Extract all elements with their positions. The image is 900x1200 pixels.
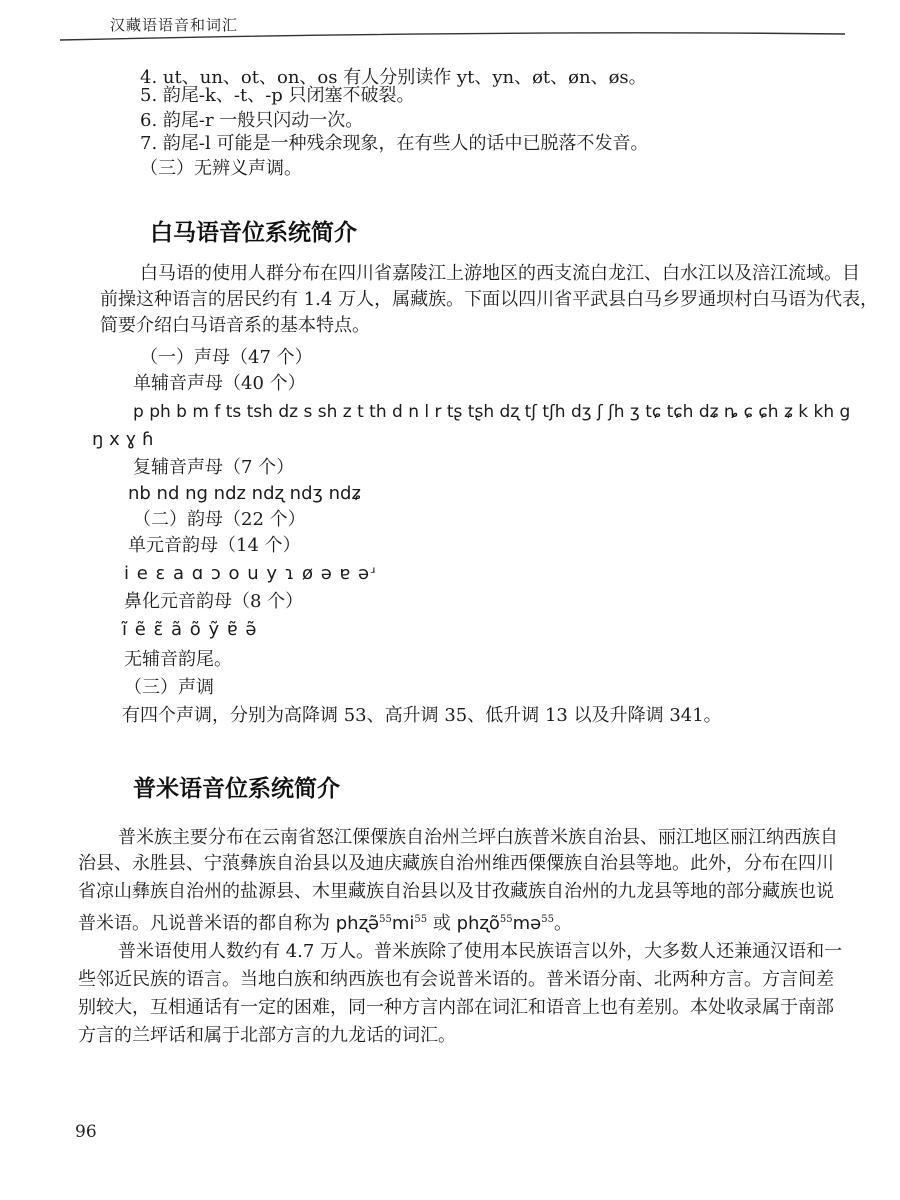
simple-vowels: i e ɛ a ɑ ɔ o u y ɿ ø ə ɐ əʴ (124, 563, 377, 584)
autonym-2-syllable-1: phʐõ (456, 913, 500, 934)
autonym-connector: 或 (427, 913, 457, 934)
autonym-2-tone-2: 55 (541, 914, 554, 925)
pumi-para1-line-2: 治县、永胜县、宁蒗彝族自治县以及迪庆藏族自治州维西傈僳族自治县等地。此外，分布在四川 (78, 853, 834, 874)
running-head: 汉藏语语音和词汇 (110, 16, 239, 34)
no-coda-note: 无辅音韵尾。 (124, 649, 232, 670)
pumi-para1-line-1: 普米族主要分布在云南省怒江傈僳族自治州兰坪白族普米族自治县、丽江地区丽江纳西族自 (118, 827, 838, 848)
simple-vowels-heading: 单元音韵母（14 个） (128, 535, 301, 556)
tones-text: 有四个声调，分别为高降调 53、高升调 35、低升调 13 以及升降调 341。 (122, 705, 722, 726)
nasal-vowels-heading: 鼻化元音韵母（8 个） (124, 591, 304, 612)
autonym-2-tone-1: 55 (499, 914, 513, 925)
baima-intro-line-2: 前操这种语言的居民约有 1.4 万人，属藏族。下面以四川省平武县白马乡罗通坝村白马语为代表， (100, 289, 879, 310)
finals-heading: （二）韵母（22 个） (133, 509, 306, 530)
pumi-para1-end: 。 (553, 913, 572, 934)
complex-initials: nb nd ng ndz ndʐ ndʒ ndʑ (128, 483, 361, 504)
list-item-6: 6. 韵尾-r 一般只闪动一次。 (140, 110, 364, 131)
pumi-para2-line-4: 方言的兰坪话和属于北部方言的九龙话的词汇。 (78, 1025, 456, 1046)
page-number: 96 (75, 1122, 97, 1142)
autonym-1-syllable-1: phʐə̃ (335, 913, 380, 934)
pumi-para1-line-4 (78, 908, 572, 936)
list-item-4: 4. ut、un、ot、on、os 有人分别读作 yt、yn、øt、øn、øs。 (140, 67, 647, 88)
list-item-7: 7. 韵尾-l 可能是一种残余现象，在有些人的话中已脱落不发音。 (140, 133, 649, 154)
autonym-1-syllable-2: mi (391, 913, 415, 934)
complex-initials-heading: 复辅音声母（7 个） (133, 457, 295, 478)
nasal-vowels: ĩ ẽ ɛ̃ ã õ ỹ ɐ̃ ə̃ (122, 619, 258, 640)
single-initials-line-2: ŋ x ɣ ɦ (92, 429, 154, 450)
single-initials-heading: 单辅音声母（40 个） (133, 373, 306, 394)
list-item-5: 5. 韵尾-k、-t、-p 只闭塞不破裂。 (140, 85, 415, 106)
section-title-baima: 白马语音位系统简介 (150, 220, 357, 246)
pumi-para1-prefix: 普米语。凡说普米语的都自称为 (78, 913, 336, 934)
baima-intro-line-3: 简要介绍白马语音系的基本特点。 (100, 315, 370, 336)
initials-heading: （一）声母（47 个） (140, 347, 313, 368)
section-title-pumi: 普米语音位系统简介 (133, 776, 340, 802)
pumi-para1-line-3: 省凉山彝族自治州的盐源县、木里藏族自治县以及甘孜藏族自治州的九龙县等地的部分藏族也说 (78, 881, 834, 902)
tones-heading: （三）声调 (124, 677, 214, 698)
autonym-2-syllable-2: mə (512, 913, 542, 934)
pumi-para2-line-3: 别较大，互相通话有一定的困难，同一种方言内部在词汇和语音上也有差别。本处收录属于南部 (78, 997, 834, 1018)
autonym-1-tone-1: 55 (379, 914, 392, 925)
baima-intro-line-1: 白马语的使用人群分布在四川省嘉陵江上游地区的西支流白龙江、白水江以及涪江流域。目 (140, 263, 860, 284)
autonym-1-tone-2: 55 (414, 914, 428, 925)
single-initials-line-1: p ph b m f ts tsh dz s sh z t th d n l r tʂ tʂh dʐ tʃ tʃh dʒ ʃ ʃh ʒ tɕ tɕh dʑ ȵ ɕ ɕh ʑ k kh g (133, 402, 851, 422)
tone-note: （三）无辨义声调。 (140, 158, 302, 179)
pumi-para2-line-1: 普米语使用人数约有 4.7 万人。普米族除了使用本民族语言以外，大多数人还兼通汉语和一 (118, 941, 843, 962)
pumi-para2-line-2: 些邻近民族的语言。当地白族和纳西族也有会说普米语的。普米语分南、北两种方言。方言间差 (78, 969, 834, 990)
